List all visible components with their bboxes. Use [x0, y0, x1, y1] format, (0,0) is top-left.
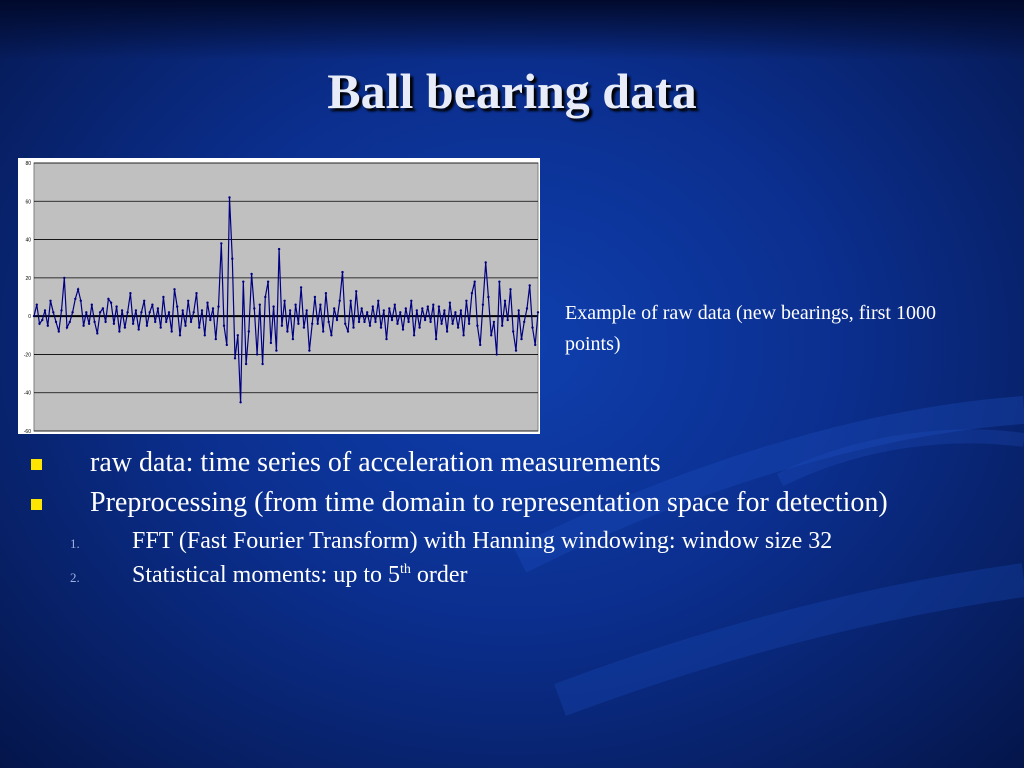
- data-point: [165, 321, 167, 323]
- data-point: [449, 302, 451, 304]
- data-point: [493, 321, 495, 323]
- data-point: [135, 309, 137, 311]
- data-point: [283, 300, 285, 302]
- data-point: [193, 311, 195, 313]
- plot-area: [34, 163, 538, 431]
- data-point: [212, 307, 214, 309]
- top-dark-band: [0, 0, 1024, 60]
- data-point: [160, 326, 162, 328]
- data-point: [245, 363, 247, 365]
- data-point: [33, 315, 35, 317]
- data-point: [272, 305, 274, 307]
- data-point: [91, 304, 93, 306]
- data-point: [231, 258, 233, 260]
- data-point: [515, 349, 517, 351]
- data-point: [121, 309, 123, 311]
- data-point: [289, 309, 291, 311]
- data-point: [149, 311, 151, 313]
- data-point: [182, 309, 184, 311]
- data-point: [88, 323, 90, 325]
- data-point: [402, 328, 404, 330]
- slide-title: Ball bearing data: [327, 63, 697, 119]
- data-point: [369, 325, 371, 327]
- data-point: [523, 321, 525, 323]
- sub-item-text-end: order: [410, 562, 468, 588]
- data-point: [438, 305, 440, 307]
- data-point: [471, 292, 473, 294]
- data-point: [80, 300, 82, 302]
- data-point: [206, 302, 208, 304]
- data-point: [355, 290, 357, 292]
- data-point: [201, 309, 203, 311]
- y-tick-label: -60: [23, 429, 31, 434]
- data-point: [275, 349, 277, 351]
- data-point: [462, 334, 464, 336]
- data-point: [451, 323, 453, 325]
- data-point: [487, 296, 489, 298]
- data-point: [281, 325, 283, 327]
- data-point: [405, 307, 407, 309]
- data-point: [52, 311, 54, 313]
- data-point: [217, 305, 219, 307]
- data-point: [363, 321, 365, 323]
- data-point: [306, 309, 308, 311]
- data-point: [228, 196, 230, 198]
- y-tick-label: -40: [23, 390, 31, 397]
- data-point: [344, 323, 346, 325]
- data-point: [107, 298, 109, 300]
- data-point: [99, 311, 101, 313]
- data-point: [66, 326, 68, 328]
- data-point: [140, 311, 142, 313]
- data-point: [498, 281, 500, 283]
- bullet-item: [30, 486, 990, 520]
- data-point: [457, 326, 459, 328]
- data-point: [204, 334, 206, 336]
- data-point: [102, 307, 104, 309]
- data-point: [264, 296, 266, 298]
- data-point: [399, 311, 401, 313]
- data-point: [372, 305, 374, 307]
- data-point: [58, 330, 60, 332]
- data-point: [215, 338, 217, 340]
- data-point: [38, 323, 40, 325]
- bullet-text: Preprocessing (from time domain to representation space for detection): [90, 487, 888, 518]
- data-point: [176, 305, 178, 307]
- data-point: [69, 321, 71, 323]
- data-point: [366, 311, 368, 313]
- data-point: [474, 281, 476, 283]
- y-tick-label: 0: [28, 314, 31, 321]
- data-point: [317, 323, 319, 325]
- item-number: 1.: [70, 536, 80, 551]
- data-point: [297, 323, 299, 325]
- data-point: [237, 334, 239, 336]
- y-tick-label: 60: [25, 199, 31, 206]
- numbered-sub-item: [30, 526, 990, 556]
- data-point: [407, 321, 409, 323]
- data-point: [424, 319, 426, 321]
- data-point: [410, 300, 412, 302]
- data-point: [250, 273, 252, 275]
- y-tick-label: 20: [25, 275, 31, 282]
- square-bullet-icon: [31, 459, 42, 470]
- data-point: [374, 321, 376, 323]
- data-point: [352, 326, 354, 328]
- data-point: [143, 300, 145, 302]
- raw-data-chart: [18, 158, 540, 434]
- data-point: [220, 242, 222, 244]
- data-point: [171, 330, 173, 332]
- data-point: [520, 338, 522, 340]
- numbered-sub-item: [30, 560, 990, 590]
- data-point: [336, 319, 338, 321]
- data-point: [440, 323, 442, 325]
- item-number: 2.: [70, 570, 80, 585]
- data-point: [74, 298, 76, 300]
- data-point: [82, 325, 84, 327]
- data-point: [512, 330, 514, 332]
- data-point: [526, 307, 528, 309]
- data-point: [429, 321, 431, 323]
- data-point: [396, 323, 398, 325]
- data-point: [303, 326, 305, 328]
- data-point: [531, 326, 533, 328]
- data-point: [421, 307, 423, 309]
- data-point: [115, 305, 117, 307]
- data-point: [446, 330, 448, 332]
- data-point: [328, 321, 330, 323]
- data-point: [71, 311, 73, 313]
- data-point: [239, 401, 241, 403]
- data-point: [529, 284, 531, 286]
- data-point: [253, 307, 255, 309]
- data-point: [509, 288, 511, 290]
- data-point: [504, 300, 506, 302]
- data-point: [358, 321, 360, 323]
- data-point: [482, 304, 484, 306]
- data-point: [443, 309, 445, 311]
- square-bullet-icon: [31, 499, 42, 510]
- bullet-list: [30, 446, 990, 590]
- data-point: [124, 326, 126, 328]
- data-point: [278, 248, 280, 250]
- data-point: [104, 321, 106, 323]
- data-point: [380, 326, 382, 328]
- data-point: [294, 304, 296, 306]
- data-point: [413, 334, 415, 336]
- data-point: [350, 300, 352, 302]
- data-point: [110, 302, 112, 304]
- data-point: [347, 330, 349, 332]
- data-point: [339, 300, 341, 302]
- data-point: [319, 304, 321, 306]
- data-point: [190, 321, 192, 323]
- data-point: [485, 261, 487, 263]
- data-point: [195, 292, 197, 294]
- data-point: [418, 326, 420, 328]
- data-point: [113, 323, 115, 325]
- data-point: [63, 277, 65, 279]
- data-point: [333, 307, 335, 309]
- data-point: [118, 330, 120, 332]
- data-point: [308, 349, 310, 351]
- data-point: [468, 323, 470, 325]
- data-point: [49, 300, 51, 302]
- sub-item-text: FFT (Fast Fourier Transform) with Hanning windowing: window size 32: [132, 528, 833, 554]
- data-point: [44, 309, 46, 311]
- data-point: [234, 357, 236, 359]
- data-point: [132, 323, 134, 325]
- y-tick-label: -20: [23, 352, 31, 359]
- data-point: [248, 330, 250, 332]
- data-point: [394, 304, 396, 306]
- data-point: [416, 309, 418, 311]
- data-point: [391, 319, 393, 321]
- data-point: [209, 319, 211, 321]
- chart-svg: [18, 158, 540, 434]
- data-point: [270, 342, 272, 344]
- data-point: [259, 304, 261, 306]
- data-point: [168, 311, 170, 313]
- data-point: [361, 307, 363, 309]
- data-point: [223, 325, 225, 327]
- data-point: [162, 296, 164, 298]
- data-point: [435, 338, 437, 340]
- data-point: [96, 332, 98, 334]
- data-point: [479, 344, 481, 346]
- data-point: [377, 300, 379, 302]
- data-point: [179, 334, 181, 336]
- data-point: [47, 325, 49, 327]
- data-point: [93, 321, 95, 323]
- data-point: [325, 292, 327, 294]
- data-point: [138, 328, 140, 330]
- data-point: [41, 319, 43, 321]
- data-point: [286, 330, 288, 332]
- y-tick-label: 80: [25, 161, 31, 167]
- data-point: [300, 286, 302, 288]
- data-point: [157, 307, 159, 309]
- data-point: [129, 292, 131, 294]
- data-point: [267, 281, 269, 283]
- data-point: [146, 325, 148, 327]
- data-point: [383, 309, 385, 311]
- data-point: [173, 288, 175, 290]
- data-point: [476, 325, 478, 327]
- data-point: [518, 309, 520, 311]
- data-point: [292, 338, 294, 340]
- data-point: [507, 319, 509, 321]
- data-point: [341, 271, 343, 273]
- data-point: [388, 307, 390, 309]
- data-point: [454, 311, 456, 313]
- data-point: [322, 330, 324, 332]
- data-point: [490, 334, 492, 336]
- data-point: [311, 323, 313, 325]
- data-point: [496, 353, 498, 355]
- y-tick-label: 40: [25, 237, 31, 244]
- data-point: [330, 334, 332, 336]
- data-point: [256, 353, 258, 355]
- data-point: [385, 338, 387, 340]
- data-point: [427, 305, 429, 307]
- data-point: [154, 321, 156, 323]
- data-point: [151, 304, 153, 306]
- data-point: [465, 300, 467, 302]
- chart-caption: Example of raw data (new bearings, first 1000 points): [565, 302, 936, 355]
- data-point: [184, 325, 186, 327]
- data-point: [187, 300, 189, 302]
- data-point: [501, 325, 503, 327]
- sub-item-text: Statistical moments: up to 5: [132, 562, 400, 588]
- data-point: [432, 304, 434, 306]
- data-point: [36, 304, 38, 306]
- data-point: [126, 311, 128, 313]
- bullet-item: [30, 446, 990, 480]
- data-point: [60, 309, 62, 311]
- data-point: [226, 344, 228, 346]
- data-point: [261, 363, 263, 365]
- data-point: [460, 309, 462, 311]
- data-point: [534, 344, 536, 346]
- data-point: [85, 311, 87, 313]
- data-point: [314, 296, 316, 298]
- data-point: [242, 281, 244, 283]
- data-point: [77, 288, 79, 290]
- data-point: [55, 321, 57, 323]
- data-point: [537, 311, 539, 313]
- bullet-text: raw data: time series of acceleration measurements: [90, 447, 661, 478]
- superscript-text: th: [399, 562, 411, 577]
- data-point: [198, 326, 200, 328]
